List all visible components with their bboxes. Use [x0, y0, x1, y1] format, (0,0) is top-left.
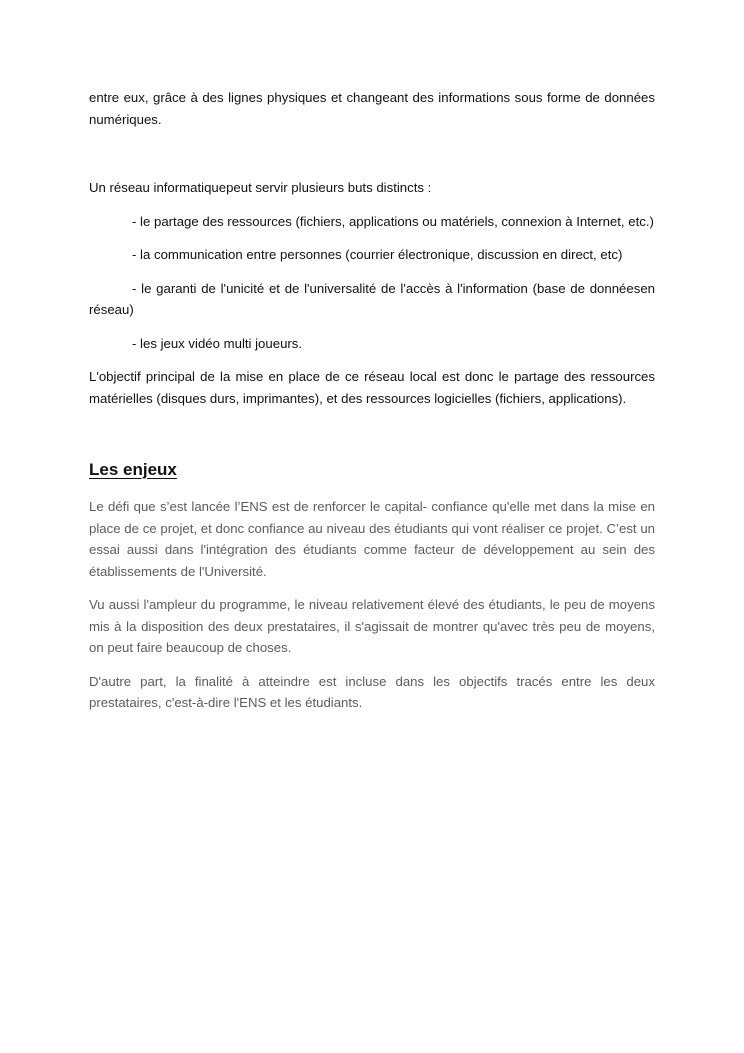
section-heading-enjeux: Les enjeux — [89, 460, 177, 479]
list-item-communication: - la communication entre personnes (courrier électronique, discussion en direct, etc) — [132, 247, 623, 262]
list-item-multiplayer-games: - les jeux vidéo multi joueurs. — [132, 335, 303, 351]
intro-paragraph-purposes: Un réseau informatiquepeut servir plusieurs buts distincts : — [89, 180, 432, 195]
page-content — [89, 87, 655, 714]
intro-paragraph-continuation: entre eux, grâce à des lignes physiques et changeant des informations sous forme de données numériques. — [89, 90, 655, 127]
list-item-resource-sharing: - le partage des ressources (fichiers, applications ou matériels, connexion à Internet, etc.) — [132, 213, 654, 229]
intro-paragraph-objective: L'objectif principal de la mise en place de ce réseau local est donc le partage des ressources matérielles (disques durs, imprimantes), et des ressources logicielles (fichiers, applications). — [89, 369, 655, 406]
list-item-information-access: - le garanti de l'unicité et de l'universalité de l'accès à l'information (base de donnéesen réseau) — [89, 280, 655, 317]
enjeux-paragraph-finality: D'autre part, la finalité à atteindre est incluse dans les objectifs tracés entre les deux prestataires, c'est-à-dire l'ENS et les étudiants. — [89, 673, 655, 710]
enjeux-paragraph-scope: Vu aussi l'ampleur du programme, le niveau relativement élevé des étudiants, le peu de moyens mis à la disposition des deux prestataires, il s'agissait de montrer qu'avec très peu de moyens, on peut faire beaucoup de choses. — [89, 597, 655, 655]
enjeux-paragraph-challenge: Le défi que s’est lancée l’ENS est de renforcer le capital- confiance qu'elle met dans la mise en place de ce projet, et donc confiance au niveau des étudiants qui vont réaliser ce projet. C’est un essai aussi dans l'intégration des étudiants comme facteur de développement au sein des établissements de l'Université. — [89, 499, 655, 579]
